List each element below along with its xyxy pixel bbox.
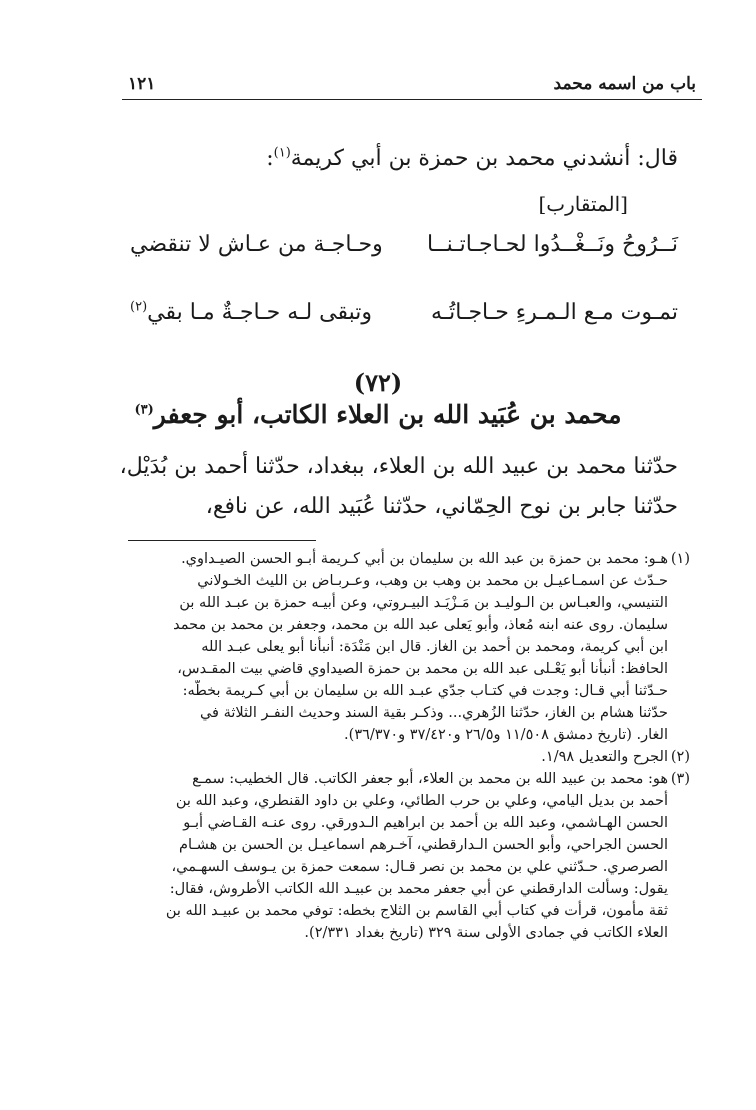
footnote-line: حـدّثنا أبي قـال: وجدت في كتـاب جدّي عبـد الله بن سليمان بن أبي كـريمة بخطّه: xyxy=(182,683,668,699)
header-rule xyxy=(122,99,702,100)
footnote-ref-2: (٢) xyxy=(130,299,148,315)
footnote-line: حدّثنا هشام بن الغاز، حدّثنا الزُهري... وذكـر بقية السند وحديث النفـر الثلاثة في xyxy=(199,705,668,721)
footnote-3 xyxy=(60,768,690,944)
footnotes xyxy=(60,548,690,944)
chapter-title: باب من اسمه محمد xyxy=(553,74,696,94)
footnote-ref-1: (١) xyxy=(273,145,291,161)
footnote-line: العلاء الكاتب في جمادى الأولى سنة ٣٢٩ (تاريخ بغداد ٢/٣٣١). xyxy=(304,925,668,941)
footnote-ref-3: (٣) xyxy=(134,402,154,418)
intro-colon: : xyxy=(266,146,274,171)
footnote-line: هـو: محمد بن حمزة بن عبد الله بن سليمان بن أبي كـريمة أبـو الحسن الصيـداوي. xyxy=(181,551,668,567)
footnote-line: ابن أبي كريمة، ومحمد بن أحمد بن الغاز. قال ابن مَنْدَة: أنبأنا أبو يعلى عبـد الله xyxy=(201,639,668,655)
verse-2-second-hemistich xyxy=(130,300,372,325)
footnote-separator xyxy=(128,540,316,541)
entry-number: (٧٢) xyxy=(353,368,403,397)
running-head xyxy=(128,74,696,94)
verse-2-second-text: وتبقى لـه حـاجـةٌ مـا بقي xyxy=(147,300,373,325)
footnote-line: يقول: وسألت الدارقطني عن أبي جعفر محمد بن عبيـد الله الكاتب الأطروش، فقال: xyxy=(169,881,668,897)
footnote-line: الحسن الجراحي، وأبو الحسن الـدارقطني، آخـرهم اسماعيـل بن الحسن بن هشـام xyxy=(179,837,668,853)
poetic-meter: [المتقارب] xyxy=(538,192,628,216)
footnote-line: حـدّث عن اسمـاعيـل بن محمد بن وهب بن وهب، وعـربـاض بن الليث الخـولاني xyxy=(197,573,668,589)
entry-title xyxy=(0,400,756,429)
footnote-line: الصرصري. حـدّثني علي بن محمد بن نصر قـال: سمعت حمزة بن يـوسف السهـمي، xyxy=(171,859,668,875)
verse-1-second-hemistich: وحـاجـة من عـاش لا تنقضي xyxy=(130,232,383,257)
footnote-line: أحمد بن بديل اليامي، وعلي بن حرب الطائي، وعلي بن داود القنطري، وعبد الله بن xyxy=(175,793,668,809)
footnote-line: سليمان. روى عنه ابنه مُعاذ، وأبو يَعلى عبد الله بن محمد، وجعفر بن محمد بن محمد xyxy=(173,617,668,633)
verse-1-first-hemistich: نَــرُوحُ ونَــغْــدُوا لحـاجـاتـنــا xyxy=(427,232,678,257)
footnote-line: الحسن الهـاشمي، وعبد الله بن أحمد بن ابراهيم الـدورقي. روى عنـه القـاضي أبـو xyxy=(183,815,668,831)
verse-2-first-hemistich: تمـوت مـع الـمـرءِ حـاجـاتُـه xyxy=(430,300,678,325)
entry-body-line: حدّثنا جابر بن نوح الحِمّاني، حدّثنا عُبَيد الله، عن نافع، xyxy=(205,494,678,519)
footnote-line: الجرح والتعديل ١/٩٨. xyxy=(541,749,668,765)
footnote-2 xyxy=(60,746,690,768)
footnote-line: الغار. (تاريخ دمشق ١١/٥٠٨ و٢٦/٥ و٣٧/٤٢٠ و٣٦/٣٧٠). xyxy=(344,727,668,743)
footnote-1 xyxy=(60,548,690,746)
footnote-line: الحافظ: أنبأنا أبو يَعْـلى عبد الله بن محمد بن حمزة الصيداوي قاضي بيت المقـدس، xyxy=(177,661,668,677)
footnote-mark: (٢) xyxy=(670,749,690,765)
footnote-line: التنيسي، والعبـاس بن الـوليـد بن مَـزْيَـد البيـروتي، وعن أبيـه حمزة بن عبـد الله بن xyxy=(179,595,668,611)
intro-line xyxy=(266,146,678,171)
footnote-mark: (٣) xyxy=(670,771,690,787)
intro-text: قال: أنشدني محمد بن حمزة بن أبي كريمة xyxy=(290,146,678,171)
entry-body-line: حدّثنا محمد بن عبيد الله بن العلاء، ببغداد، حدّثنا أحمد بن بُدَيْل، xyxy=(119,454,678,479)
footnote-line: هو: محمد بن عبيد الله بن محمد بن العلاء، أبو جعفر الكاتب. قال الخطيب: سمـع xyxy=(192,771,668,787)
page-number: ١٢١ xyxy=(128,74,156,94)
footnote-line: ثقة مأمون، قرأت في كتاب أبي القاسم بن الثلاج بخطه: توفي محمد بن عبيـد الله بن xyxy=(165,903,668,919)
entry-title-text: محمد بن عُبَيد الله بن العلاء الكاتب، أبو جعفر xyxy=(153,400,622,429)
footnote-mark: (١) xyxy=(670,551,690,567)
